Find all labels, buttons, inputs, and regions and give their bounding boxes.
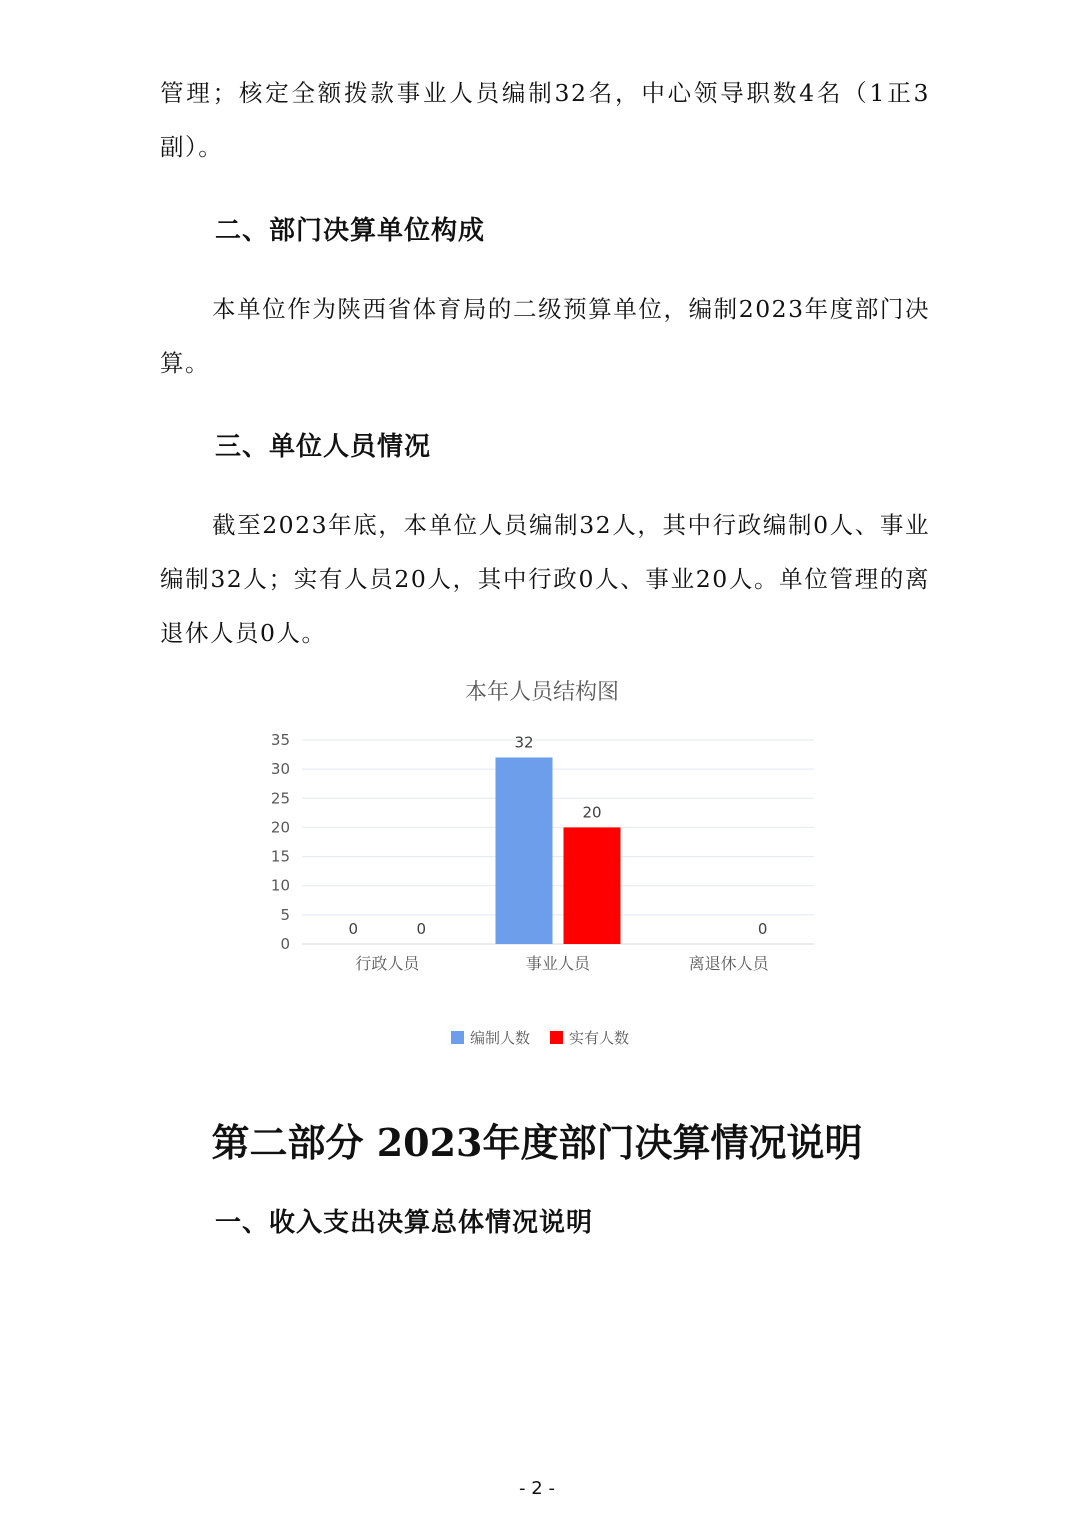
- heading-unit-composition: 二、部门决算单位构成: [215, 216, 486, 246]
- y-tick-label: 35: [270, 731, 290, 749]
- y-tick-label: 0: [280, 935, 290, 953]
- data-label: 20: [582, 803, 602, 822]
- heading-income-expenditure: 一、收入支出决算总体情况说明: [215, 1208, 594, 1238]
- chart-legend: [451, 1029, 629, 1047]
- part-two-title: 第二部分 2023年度部门决算情况说明: [211, 1120, 863, 1165]
- data-label: 0: [416, 920, 427, 938]
- legend-swatch: [451, 1031, 464, 1044]
- chart-gridlines: [302, 740, 814, 944]
- chart-title: 本年人员结构图: [464, 680, 620, 705]
- heading-personnel: 三、单位人员情况: [215, 432, 432, 462]
- y-tick-label: 10: [270, 876, 290, 895]
- bar-实有人数-事业人员: [564, 827, 621, 944]
- y-tick-label: 30: [270, 760, 290, 779]
- y-tick-label: 15: [270, 847, 290, 866]
- y-tick-label: 20: [270, 818, 290, 837]
- legend-label: 实有人数: [569, 1029, 630, 1047]
- paragraph-unit-composition: 本单位作为陕西省体育局的二级预算单位，编制2023年度部门决算。: [160, 295, 930, 377]
- x-tick-label: 行政人员: [355, 954, 420, 973]
- data-label: 0: [757, 920, 768, 938]
- bar-编制人数-事业人员: [496, 757, 553, 944]
- legend-label: 编制人数: [470, 1029, 531, 1047]
- data-label: 0: [348, 920, 359, 938]
- legend-swatch: [550, 1031, 563, 1044]
- page-number: - 2 -: [519, 1478, 555, 1499]
- chart-y-axis: [271, 731, 290, 953]
- paragraph-staffing: 管理；核定全额拨款事业人员编制32名，中心领导职数4名（1正3副）。: [160, 79, 930, 161]
- chart-x-axis: [355, 954, 769, 973]
- data-label: 32: [514, 733, 534, 752]
- personnel-structure-chart: [240, 665, 840, 1065]
- y-tick-label: 25: [270, 789, 290, 808]
- x-tick-label: 事业人员: [525, 954, 591, 973]
- chart-bars: [349, 733, 768, 944]
- paragraph-personnel: 截至2023年底，本单位人员编制32人，其中行政编制0人、事业编制32人；实有人员20人，其中行政0人、事业20人。单位管理的离退休人员0人。: [160, 511, 930, 647]
- x-tick-label: 离退休人员: [688, 954, 769, 973]
- y-tick-label: 5: [280, 905, 290, 924]
